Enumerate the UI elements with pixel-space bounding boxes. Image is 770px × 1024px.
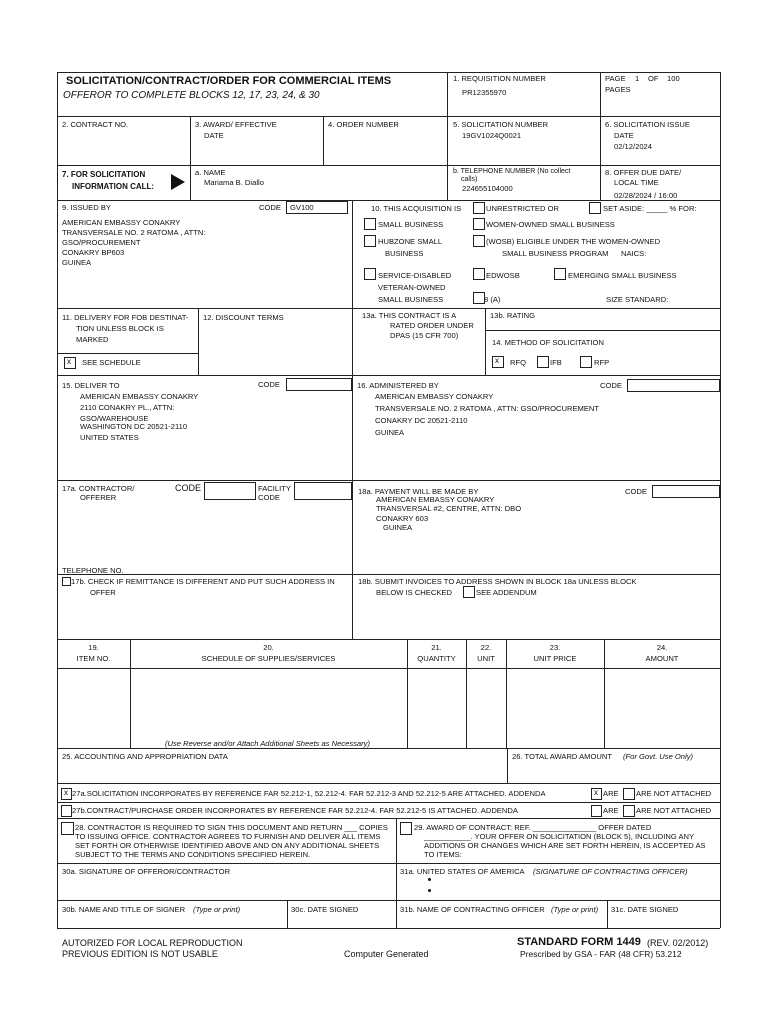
rfq-checkbox[interactable] [492, 356, 504, 368]
signer-name-note: (Type or print) [193, 905, 241, 914]
unit-price-col-number: 23. [549, 643, 561, 652]
hubzone-label: HUBZONE SMALL [378, 237, 443, 246]
administered-by-line: CONAKRY DC 20521-2110 [375, 416, 468, 425]
officer-date-signed-label: 31c. DATE SIGNED [611, 905, 679, 914]
27b-are-not-label: ARE NOT ATTACHED [636, 806, 712, 815]
hubzone-label-2: BUSINESS [385, 249, 424, 258]
issued-by-label: 9. ISSUED BY [62, 203, 111, 212]
solicitation-issue-value: 02/12/2024 [614, 142, 653, 151]
administered-by-code-label: CODE [600, 381, 622, 390]
unit-col-header: UNIT [477, 654, 495, 663]
contract-no-label: 2. CONTRACT NO. [62, 120, 129, 129]
small-business-checkbox[interactable] [364, 218, 376, 230]
issued-by-line: GSO/PROCUREMENT [62, 238, 141, 247]
submit-invoices-label-2: BELOW IS CHECKED [376, 588, 452, 597]
remittance-checkbox[interactable] [62, 577, 71, 586]
administered-by-label: 16. ADMINISTERED BY [357, 381, 439, 390]
eight-a-label: 8 (A) [484, 295, 501, 304]
28-line: SUBJECT TO THE TERMS AND CONDITIONS SPECIFIED HEREIN. [75, 850, 311, 859]
rfq-label: RFQ [510, 358, 527, 367]
wosb-eligible-label: (WOSB) ELIGIBLE UNDER THE WOMEN-OWNED [486, 237, 661, 246]
sdvosb-label-2: VETERAN-OWNED [378, 283, 446, 292]
issued-by-line: AMERICAN EMBASSY CONAKRY [62, 218, 181, 227]
emerging-business-checkbox[interactable] [554, 268, 566, 280]
27b-are-checkbox[interactable] [591, 805, 602, 817]
28-line: 28. CONTRACTOR IS REQUIRED TO SIGN THIS DOCUMENT AND RETURN ___ COPIES [75, 823, 388, 832]
discount-terms-label: 12. DISCOUNT TERMS [203, 313, 284, 322]
contracting-officer-signature-label: 31a. UNITED STATES OF AMERICA [400, 867, 525, 876]
rated-order-label-3: DPAS (15 CFR 700) [390, 331, 459, 340]
acquisition-label: 10. THIS ACQUISITION IS [371, 204, 462, 213]
27b-checkbox[interactable] [61, 805, 72, 817]
contact-name-label: a. NAME [195, 168, 226, 177]
telephone-value: 224655104000 [462, 184, 513, 193]
item-no-col-number: 19. [88, 643, 99, 652]
naics-label: NAICS: [621, 249, 647, 258]
rated-order-label-2: RATED ORDER UNDER [390, 321, 474, 330]
footer-revision: (REV. 02/2012) [647, 938, 709, 948]
solicitation-number-value: 19GV1024Q0021 [462, 131, 522, 140]
payment-by-line: AMERICAN EMBASSY CONAKRY [376, 495, 495, 504]
amount-col-number: 24. [656, 643, 668, 652]
order-number-label: 4. ORDER NUMBER [328, 120, 399, 129]
schedule-note: (Use Reverse and/or Attach Additional Sheets as Necessary) [165, 739, 370, 748]
administered-by-line: GUINEA [375, 428, 405, 437]
unrestricted-label: UNRESTRICTED OR [486, 204, 559, 213]
27a-checkbox[interactable] [61, 788, 72, 800]
ifb-checkbox[interactable] [537, 356, 549, 368]
award-date-label-2: DATE [204, 131, 224, 140]
see-addendum-label: SEE ADDENDUM [476, 588, 537, 597]
payment-by-code-label: CODE [625, 487, 647, 496]
supplies-col-number: 20. [263, 643, 274, 652]
administered-by-line: TRANSVERSALE NO. 2 RATOMA , ATTN: GSO/PROCUREMENT [375, 404, 600, 413]
footer-previous-edition: PREVIOUS EDITION IS NOT USABLE [62, 949, 218, 959]
wosb-checkbox[interactable] [473, 218, 485, 230]
offer-due-value: 02/28/2024 / 16:00 [614, 191, 678, 200]
rfp-checkbox[interactable] [580, 356, 592, 368]
29-line: 29. AWARD OF CONTRACT: REF. _______________ OFFER DATED [414, 823, 652, 832]
deliver-to-line: WASHINGTON DC 20521-2110 [80, 422, 188, 431]
pages-label: PAGES [605, 85, 631, 94]
small-business-label: SMALL BUSINESS [378, 220, 444, 229]
29-checkbox[interactable] [400, 822, 412, 835]
facility-code-label: FACILITY [258, 484, 291, 493]
requisition-number-value: PR12355970 [462, 88, 507, 97]
27a-are-checkbox[interactable] [591, 788, 602, 800]
deliver-to-line: UNITED STATES [80, 433, 139, 442]
deliver-to-line: 2110 CONAKRY PL., ATTN: [80, 403, 175, 412]
telephone-no-label: TELEPHONE NO. [62, 566, 124, 575]
rated-order-label: 13a. THIS CONTRACT IS A [362, 311, 457, 320]
offeror-date-signed-label: 30c. DATE SIGNED [291, 905, 359, 914]
remittance-label: 17b. CHECK IF REMITTANCE IS DIFFERENT AND PUT SUCH ADDRESS IN [71, 577, 335, 586]
unit-col-number: 22. [480, 643, 492, 652]
emerging-business-label: EMERGING SMALL BUSINESS [568, 271, 677, 280]
29-line: ___________. YOUR OFFER ON SOLICITATION (BLOCK 5), INCLUDING ANY [424, 832, 695, 841]
supplies-col-header: SCHEDULE OF SUPPLIES/SERVICES [201, 654, 336, 663]
accounting-data-label: 25. ACCOUNTING AND APPROPRIATION DATA [62, 752, 228, 761]
29-line: ADDITIONS OR CHANGES WHICH ARE SET FORTH HEREIN, IS ACCEPTED AS [424, 841, 706, 850]
27a-are-label: ARE [603, 789, 619, 798]
contracting-officer-signature-note: (SIGNATURE OF CONTRACTING OFFICER) [533, 867, 688, 876]
fob-delivery-label: 11. DELIVERY FOR FOB DESTINAT- [62, 313, 189, 322]
28-line: SET FORTH OR OTHERWISE IDENTIFIED ABOVE AND ON ANY ADDITIONAL SHEETS [75, 841, 380, 850]
officer-name-note: (Type or print) [551, 905, 599, 914]
award-date-label: 3. AWARD/ EFFECTIVE [195, 120, 277, 129]
total-award-note: (For Govt. Use Only) [623, 752, 694, 761]
28-line: TO ISSUING OFFICE. CONTRACTOR AGREES TO FURNISH AND DELIVER ALL ITEMS [75, 832, 381, 841]
signer-name-label: 30b. NAME AND TITLE OF SIGNER [62, 905, 186, 914]
requisition-number-label: 1. REQUISITION NUMBER [453, 74, 546, 83]
payment-by-code-field[interactable] [652, 485, 720, 498]
quantity-col-header: QUANTITY [417, 654, 456, 663]
payment-by-line: CONAKRY 603 [376, 514, 429, 523]
contractor-label-2: OFFERER [80, 493, 117, 502]
quantity-col-number: 21. [431, 643, 442, 652]
form-subtitle: OFFEROR TO COMPLETE BLOCKS 12, 17, 23, 24, & 30 [63, 90, 320, 101]
deliver-to-code-label: CODE [258, 380, 280, 389]
27a-text: 27a.SOLICITATION INCORPORATES BY REFERENCE FAR 52.212-1, 52.212-4. FAR 52.212-3 AND 52.212-5 ARE ATTACHED. ADDENDA [72, 789, 546, 798]
page-total: 100 [667, 74, 680, 83]
page-number: 1 [635, 74, 640, 83]
footer-prescribed: Prescribed by GSA - FAR (48 CFR) 53.212 [520, 949, 682, 959]
deliver-to-label: 15. DELIVER TO [62, 381, 120, 390]
info-call-label-2: INFORMATION CALL: [72, 182, 155, 191]
method-label: 14. METHOD OF SOLICITATION [492, 338, 604, 347]
rating-label: 13b. RATING [490, 311, 536, 320]
payment-by-line: GUINEA [383, 523, 413, 532]
solicitation-issue-label: 6. SOLICITATION ISSUE [605, 120, 690, 129]
offeror-signature-label: 30a. SIGNATURE OF OFFEROR/CONTRACTOR [62, 867, 231, 876]
bullet-icon [428, 878, 431, 881]
page-label: PAGE [605, 74, 626, 83]
sdvosb-label: SERVICE-DISABLED [378, 271, 452, 280]
footer-standard-form: STANDARD FORM 1449 [517, 936, 641, 948]
issued-by-code-label: CODE [259, 203, 281, 212]
payment-by-line: TRANSVERSAL #2, CENTRE, ATTN: DBO [376, 504, 522, 513]
hubzone-checkbox[interactable] [364, 235, 376, 247]
administered-by-code-field[interactable] [627, 379, 720, 392]
item-no-col-header: ITEM NO. [76, 654, 111, 663]
telephone-label-2: calls) [461, 176, 478, 183]
set-aside-label: SET ASIDE: _____ % FOR: [603, 204, 697, 213]
contractor-code-field[interactable] [204, 482, 256, 500]
page-of-label: OF [648, 74, 659, 83]
payment-by-label: 18a. PAYMENT WILL BE MADE BY [358, 487, 479, 496]
contractor-label: 17a. CONTRACTOR/ [62, 484, 135, 493]
29-line: TO ITEMS: [424, 850, 462, 859]
issued-by-line: CONAKRY BP603 [62, 248, 125, 257]
28-checkbox[interactable] [61, 822, 74, 835]
27a-are-not-checkbox[interactable] [623, 788, 635, 800]
submit-invoices-label: 18b. SUBMIT INVOICES TO ADDRESS SHOWN IN BLOCK 18a UNLESS BLOCK [358, 577, 637, 586]
info-call-label: 7. FOR SOLICITATION [62, 170, 146, 179]
fob-delivery-label-3: MARKED [76, 335, 109, 344]
arrow-right-icon [171, 174, 185, 190]
bullet-icon [428, 889, 431, 892]
wosb-eligible-checkbox[interactable] [473, 235, 485, 247]
27b-are-label: ARE [603, 806, 619, 815]
deliver-to-code-field[interactable] [286, 378, 352, 391]
edwosb-label: EDWOSB [486, 271, 520, 280]
ifb-label: IFB [550, 358, 562, 367]
issued-by-line: TRANSVERSALE NO. 2 RATOMA , ATTN: [62, 228, 206, 237]
facility-code-label-2: CODE [258, 493, 280, 502]
see-addendum-checkbox[interactable] [463, 586, 475, 598]
issued-by-line: GUINEA [62, 258, 92, 267]
edwosb-checkbox[interactable] [473, 268, 485, 280]
fob-delivery-label-2: TION UNLESS BLOCK IS [76, 324, 164, 333]
see-schedule-checkbox[interactable] [64, 357, 76, 369]
amount-col-header: AMOUNT [645, 654, 679, 663]
contractor-code-label: CODE [175, 483, 202, 493]
contact-name-value: Mariama B. Diallo [204, 178, 264, 187]
unit-price-col-header: UNIT PRICE [533, 654, 577, 663]
issued-by-code-value: GV100 [290, 203, 314, 212]
offer-due-label-2: LOCAL TIME [614, 178, 659, 187]
27b-are-not-checkbox[interactable] [623, 805, 635, 817]
footer-computer-generated: Computer Generated [344, 949, 429, 959]
27a-are-not-label: ARE NOT ATTACHED [636, 789, 712, 798]
officer-name-label: 31b. NAME OF CONTRACTING OFFICER [400, 905, 545, 914]
administered-by-line: AMERICAN EMBASSY CONAKRY [375, 392, 494, 401]
facility-code-field[interactable] [294, 482, 352, 500]
offer-due-label: 8. OFFER DUE DATE/ [605, 168, 682, 177]
sdvosb-checkbox[interactable] [364, 268, 376, 280]
unrestricted-checkbox[interactable] [473, 202, 485, 214]
sdvosb-label-3: SMALL BUSINESS [378, 295, 444, 304]
wosb-label: WOMEN-OWNED SMALL BUSINESS [486, 220, 615, 229]
see-schedule-label: SEE SCHEDULE [82, 358, 141, 367]
form-title: SOLICITATION/CONTRACT/ORDER FOR COMMERCIAL ITEMS [66, 75, 392, 87]
total-award-label: 26. TOTAL AWARD AMOUNT [512, 752, 613, 761]
27b-text: 27b.CONTRACT/PURCHASE ORDER INCORPORATES BY REFERENCE FAR 52.212-4. FAR 52.212-5 IS ATTACHED. ADDENDA [72, 806, 518, 815]
deliver-to-line: GSO/WAREHOUSE [80, 414, 149, 423]
set-aside-checkbox[interactable] [589, 202, 601, 214]
solicitation-issue-label-2: DATE [614, 131, 634, 140]
deliver-to-line: AMERICAN EMBASSY CONAKRY [80, 392, 199, 401]
remittance-label-2: OFFER [90, 588, 116, 597]
telephone-label: b. TELEPHONE NUMBER (No collect [453, 168, 571, 175]
rfp-label: RFP [594, 358, 610, 367]
solicitation-number-label: 5. SOLICITATION NUMBER [453, 120, 549, 129]
footer-authorized: AUTORIZED FOR LOCAL REPRODUCTION [62, 938, 243, 948]
size-standard-label: SIZE STANDARD: [606, 295, 669, 304]
wosb-eligible-label-2: SMALL BUSINESS PROGRAM [502, 249, 609, 258]
